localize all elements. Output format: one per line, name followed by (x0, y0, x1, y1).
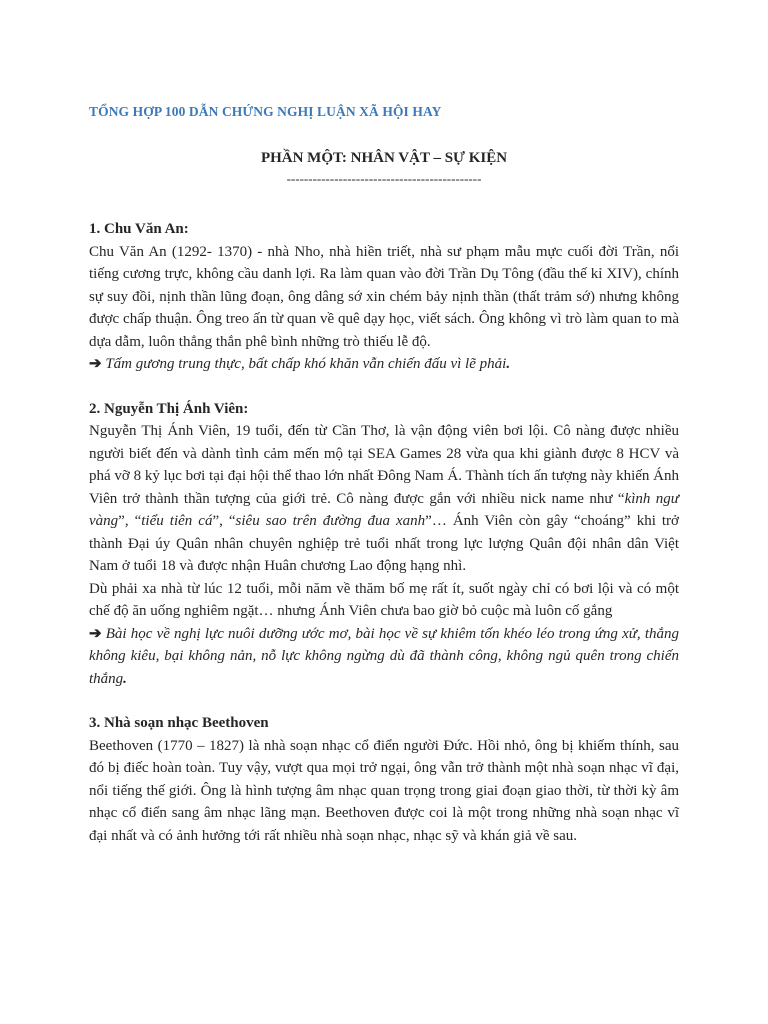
conclusion-text: Tấm gương trung thực, bất chấp khó khăn vẫn chiến đấu vì lẽ phải (105, 356, 507, 372)
document-title: TỔNG HỢP 100 DẪN CHỨNG NGHỊ LUẬN XÃ HỘI HAY (89, 104, 442, 119)
arrow-right-icon: ➔ (89, 356, 102, 372)
quote-separator: ”, “ (212, 513, 236, 529)
conclusion-period: . (123, 670, 127, 687)
section-heading: 1. Chu Văn An: (89, 221, 189, 237)
section-anh-vien (89, 398, 679, 691)
paragraph-text: Nguyễn Thị Ánh Viên, 19 tuổi, đến từ Cần Thơ, là vận động viên bơi lội. Cô nàng được nhiều người biết đến và dành tình cảm mến mộ tại SEA Games 28 vừa qua khi giành được 8 HCV và phá vỡ 8 kỷ lục bơi tại đại hội thể thao lớn nhất Đông Nam Á. Thành tích ấn tượng này khiến Ánh Viên trở thành thần tượng của giới trẻ. Cô nàng được gắn với nhiều nick name như “ (89, 423, 679, 507)
nickname-text: kình ngư vàng (89, 490, 679, 529)
section-chu-van-an (89, 218, 679, 376)
section-heading: 2. Nguyễn Thị Ánh Viên: (89, 400, 249, 417)
section-paragraph: Dù phải xa nhà từ lúc 12 tuổi, mỗi năm về thăm bố mẹ rất ít, suốt ngày chỉ có bơi lội và có một chế độ ăn uống nghiêm ngặt… nhưng Ánh Viên chưa bao giờ bỏ cuộc mà luôn cố gắng (89, 580, 679, 619)
separator-line: --------------------------------------------- (286, 171, 482, 186)
section-paragraph (89, 420, 679, 578)
arrow-right-icon: ➔ (89, 625, 102, 642)
quote-separator: ”, “ (118, 513, 142, 529)
conclusion-text: Bài học về nghị lực nuôi dưỡng ước mơ, bài học về sự khiêm tốn khéo léo trong ứng xử, thắng không kiêu, bại không nản, nỗ lực không ngừng dù đã thành công, không ngủ quên trong chiến thắng (89, 625, 680, 687)
paragraph-text: ”… Ánh Viên còn gây “choáng” khi trở thành Đại úy Quân nhân chuyên nghiệp trẻ tuổi nhất trong lực lượng Quân đội nhân dân Việt Nam ở tuổi 18 và được nhận Huân chương Lao động hạng nhì. (89, 513, 679, 574)
conclusion-period: . (506, 356, 511, 372)
section-heading: 3. Nhà soạn nhạc Beethoven (89, 715, 269, 731)
nickname-text: siêu sao trên đường đua xanh (235, 513, 426, 529)
document-page (89, 104, 679, 847)
section-paragraph: Chu Văn An (1292- 1370) - nhà Nho, nhà hiền triết, nhà sư phạm mẫu mực cuối đời Trần, nổi tiếng cương trực, không cầu danh lợi. Ra làm quan vào đời Trần Dụ Tông (đầu thế kỉ XIV), chính sự suy đồi, nịnh thần lũng đoạn, ông dâng sớ xin chém bảy nịnh thần (thất trảm sớ) nhưng không được chấp thuận. Ông treo ấn từ quan về quê dạy học, viết sách. Ông không vì trò làm quan to mà dựa dẫm, luôn thẳng thắn phê bình những trò thiếu lễ độ. (89, 243, 679, 350)
section-conclusion (89, 623, 679, 691)
nickname-text: tiểu tiên cá (141, 513, 213, 529)
section-conclusion (89, 353, 679, 376)
section-beethoven (89, 712, 679, 847)
part-title: PHẦN MỘT: NHÂN VẬT – SỰ KIỆN (260, 150, 508, 166)
section-paragraph: Beethoven (1770 – 1827) là nhà soạn nhạc cổ điển người Đức. Hồi nhỏ, ông bị khiếm thính, sau đó bị điếc hoàn toàn. Tuy vậy, vượt qua mọi trở ngại, ông vẫn trở thành một nhà soạn nhạc vĩ đại, nổi tiếng thế giới. Ông là hình tượng âm nhạc quan trọng trong giai đoạn giao thời, từ thời kỳ âm nhạc cổ điển sang âm nhạc lãng mạn. Beethoven được coi là một trong những nhà soạn nhạc vĩ đại nhất và có ảnh hưởng tới rất nhiều nhà soạn nhạc, nhạc sỹ và khán giả về sau. (89, 737, 679, 844)
